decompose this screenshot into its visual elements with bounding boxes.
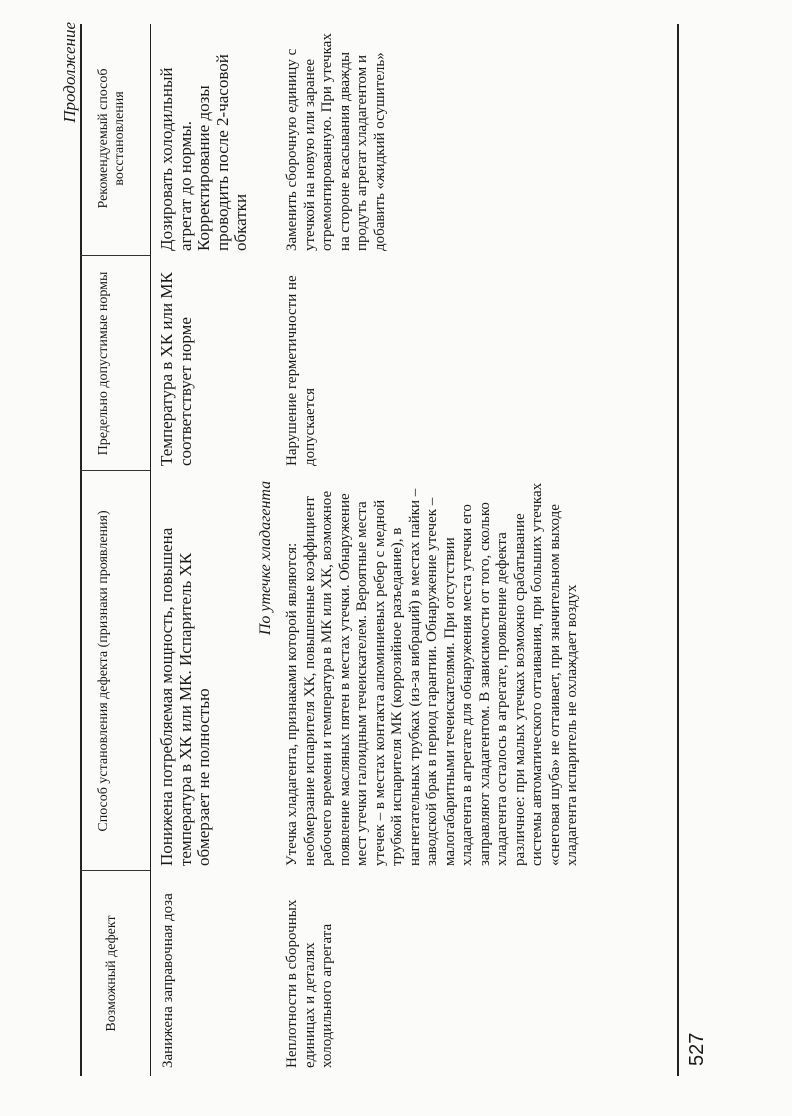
page-number: 527	[686, 1032, 708, 1066]
table-cell-recovery: Заменить сборочную единицу с утечкой на новую или заранее отремонтированную. При утечках на стороне всасывания дважды продуть агрегат хладагентом и добавить «жидкий осушитель»	[284, 33, 388, 251]
table-cell-defect: Занижена заправочная доза	[160, 893, 176, 1068]
section-title: По утечке хладагента	[257, 480, 274, 636]
table-cell-recovery: Дозировать холодильный агрегат до нормы. Корректирование дозы проводить после 2-часовой обкатки	[157, 54, 250, 251]
column-header-norms: Предельно допустимые нормы	[96, 271, 111, 456]
table-cell-detection: Понижена потребляемая мощность, повышена температура в ХК или МК. Испаритель ХК обмерзает не полностью	[157, 527, 213, 866]
column-header-recovery: Рекомендуемый способ восстановления	[96, 68, 127, 209]
table-bottom-rule	[677, 24, 679, 1076]
table-cell-norms: Температура в ХК или МК соответствует норме	[157, 272, 195, 466]
header-divider	[80, 470, 150, 471]
column-header-detection: Способ установления дефекта (признаки проявления)	[96, 510, 111, 832]
table-cell-norms: Нарушение герметичности не допускается	[284, 275, 318, 466]
table-header-rule	[150, 24, 151, 1076]
table-cell-detection: Утечка хладагента, признаками которой являются: необмерзание испарителя ХК, повышенные коэффициент рабочего времени и температура в МК или ХК, возможное появление масляных пятен в местах утечки. Обнаружение мест утечки галоидным течеискателем. Вероятные места утечек – в местах контакта алюминиевых ребер с медной трубкой испарителя МК (коррозийное разъедание), в нагнетательных трубках (из-за вибраций) в местах пайки – заводской брак в период гарантии. Обнаружение утечек – малогабаритными течеискателями. При отсутствии хладагента в агрегате для обнаружения места утечки его заправляют хладагентом. В зависимости от того, сколько хладагента осталось в агрегате, проявление дефекта различное: при малых утечках возможно срабатывание системы автоматического оттаивания, при больших утечках «снеговая шуба» не оттаивает, при значительном выходе хладагента испаритель не охлаждает воздух	[284, 482, 580, 866]
continuation-label: Продолжение	[60, 22, 79, 123]
table-top-rule	[80, 24, 82, 1076]
table-cell-defect: Неплотности в сборочных единицах и деталях холодильного агрегата	[284, 899, 335, 1068]
column-header-defect: Возможный дефект	[104, 915, 119, 1032]
header-divider	[80, 255, 150, 256]
